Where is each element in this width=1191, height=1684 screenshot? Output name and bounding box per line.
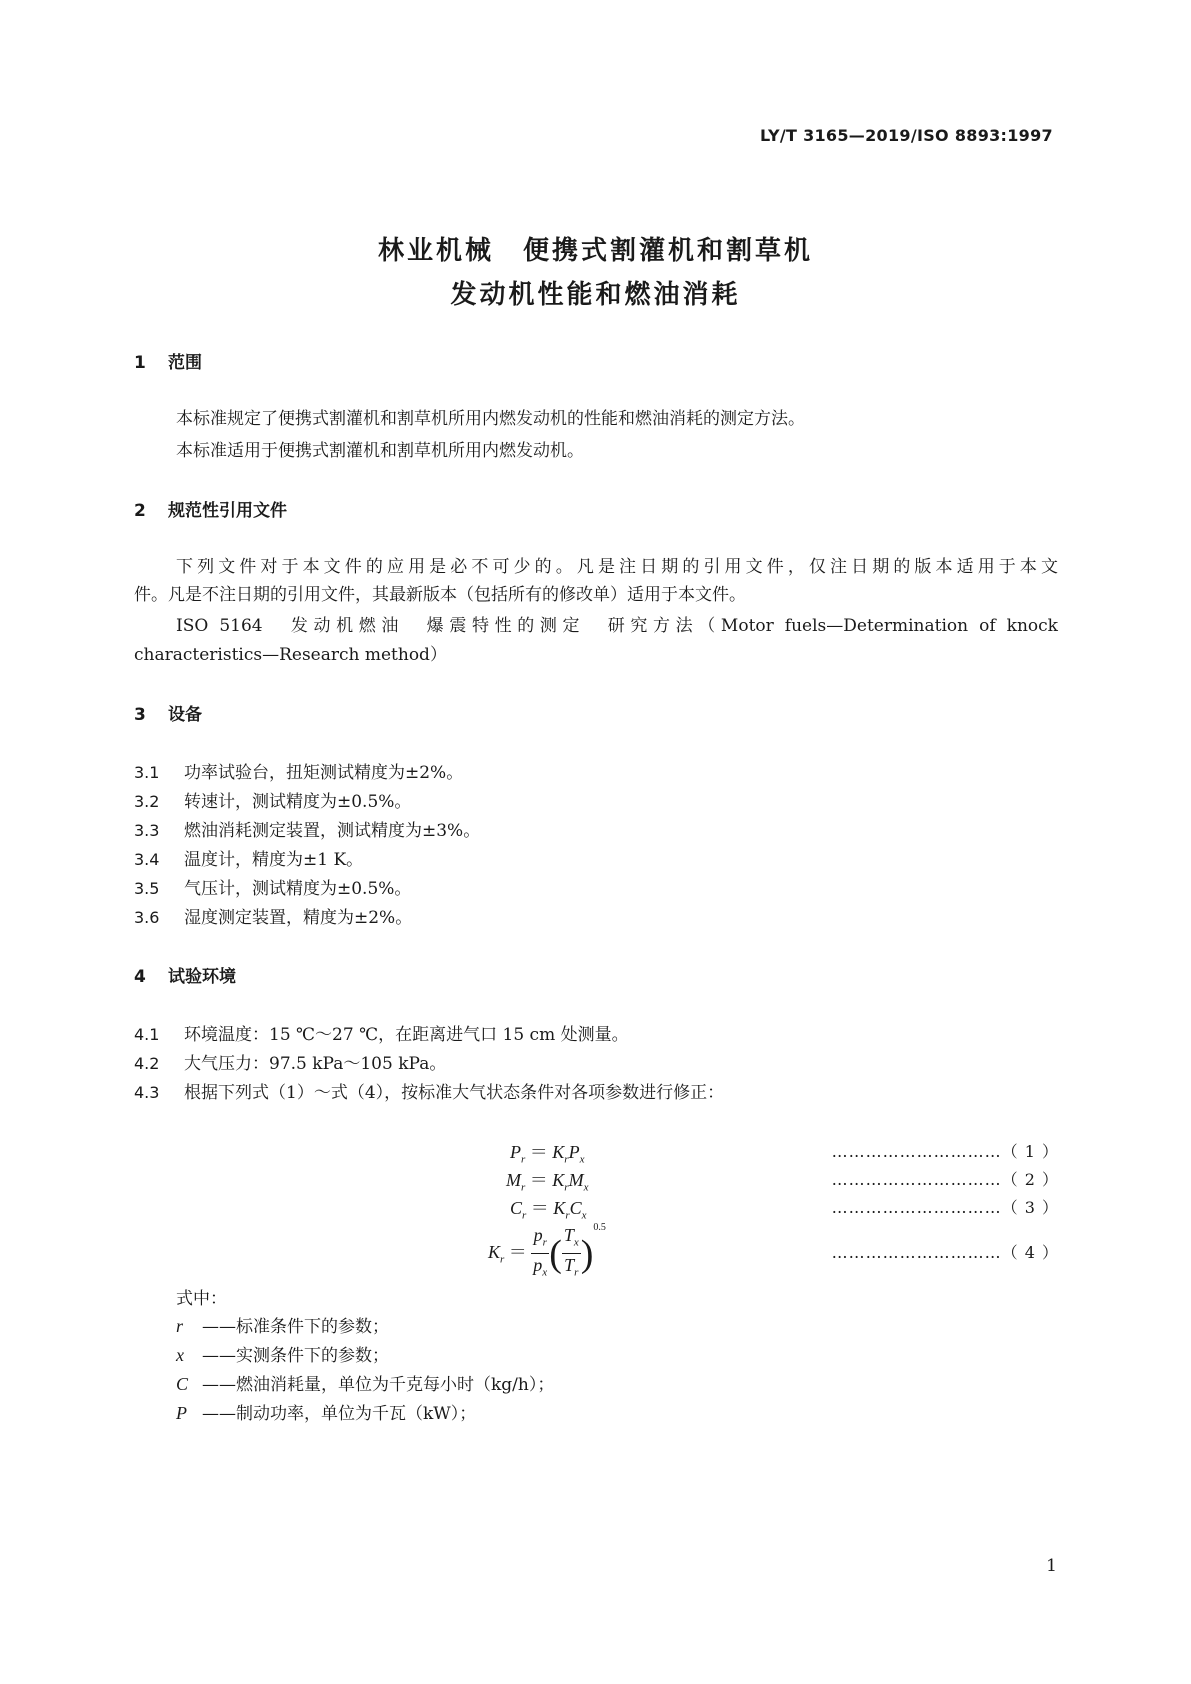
section-3-heading [134,700,202,725]
equipment-item: 3.3 燃油消耗测定装置，测试精度为±3%。 [134,821,481,841]
equipment-item: 3.4 温度计，精度为±1 K。 [134,850,364,870]
variable-definition: P ——制动功率，单位为千瓦（kW）； [176,1403,477,1424]
equation-2-number: …………………………（ 2 ） [831,1170,1059,1189]
scope-paragraph-1: 本标准规定了便携式割灌机和割草机所用内燃发动机的性能和燃油消耗的测定方法。 [176,409,805,429]
section-1-heading [134,348,202,373]
equipment-item: 3.1 功率试验台，扭矩测试精度为±2%。 [134,763,464,783]
equipment-item: 3.2 转速计，测试精度为±0.5%。 [134,792,412,812]
page-number: 1 [1046,1556,1057,1576]
reference-iso5164-line-1: ISO 5164 发动机燃油 爆震特性的测定 研究方法（Motor fuels—Determination of knock [176,616,1058,636]
section-title: 范围 [168,353,202,373]
pressure-ratio: $\frac{p_r}{p_x}$ [533,1224,548,1279]
references-paragraph-line-1: 下列文件对于本文件的应用是必不可少的。凡是注日期的引用文件，仅注日期的版本适用于本文 [176,557,1058,577]
variable-definition: r ——标准条件下的参数； [176,1316,389,1337]
equation-1-number: …………………………（ 1 ） [831,1142,1059,1161]
title-line-2: 发动机性能和燃油消耗 [450,280,741,310]
where-label: 式中： [176,1289,227,1309]
equipment-item: 3.5 气压计，测试精度为±0.5%。 [134,879,412,899]
references-paragraph-line-2: 件。凡是不注日期的引用文件，其最新版本（包括所有的修改单）适用于本文件。 [134,585,746,605]
equipment-item: 3.6 湿度测定装置，精度为±2%。 [134,908,413,928]
variable-definition: C ——燃油消耗量，单位为千克每小时（kg/h）； [176,1374,555,1395]
variable-definition: x ——实测条件下的参数； [176,1345,389,1366]
section-4-heading [134,962,236,987]
equation-2: $M_r = K_rM_x$ [506,1170,589,1194]
equation-4: $K_r$ ＝ $\frac{p_r}{p_x}$ ( $\frac{T_x}{T_r}$ )$^{0.5}$ [488,1222,606,1284]
section-title: 设备 [168,705,202,725]
equation-4-number: …………………………（ 4 ） [831,1243,1059,1262]
section-2-heading [134,496,287,521]
title-line-1: 林业机械 便携式割灌机和割草机 [377,236,813,266]
temperature-ratio: $\frac{T_x}{T_r}$ [563,1224,579,1279]
section-title: 规范性引用文件 [168,501,287,521]
standard-code: LY/T 3165—2019/ISO 8893:1997 [759,126,1053,145]
exponent: 0.5 [593,1222,606,1233]
section-title: 试验环境 [168,967,236,987]
section-number: 1 [134,353,146,373]
environment-item: 4.3 根据下列式（1）～式（4），按标准大气状态条件对各项参数进行修正： [134,1083,725,1103]
environment-item: 4.1 环境温度：15 ℃～27 ℃，在距离进气口 15 cm 处测量。 [134,1025,629,1045]
section-number: 3 [134,705,146,725]
equation-1: $P_r = K_rP_x$ [510,1142,585,1166]
section-number: 4 [134,967,146,987]
equation-3: $C_r = K_rC_x$ [510,1198,587,1222]
scope-paragraph-2: 本标准适用于便携式割灌机和割草机所用内燃发动机。 [176,441,584,461]
section-number: 2 [134,501,146,521]
equation-3-number: …………………………（ 3 ） [831,1198,1059,1217]
reference-iso5164-line-2: characteristics—Research method） [134,645,447,665]
environment-item: 4.2 大气压力：97.5 kPa～105 kPa。 [134,1054,447,1074]
